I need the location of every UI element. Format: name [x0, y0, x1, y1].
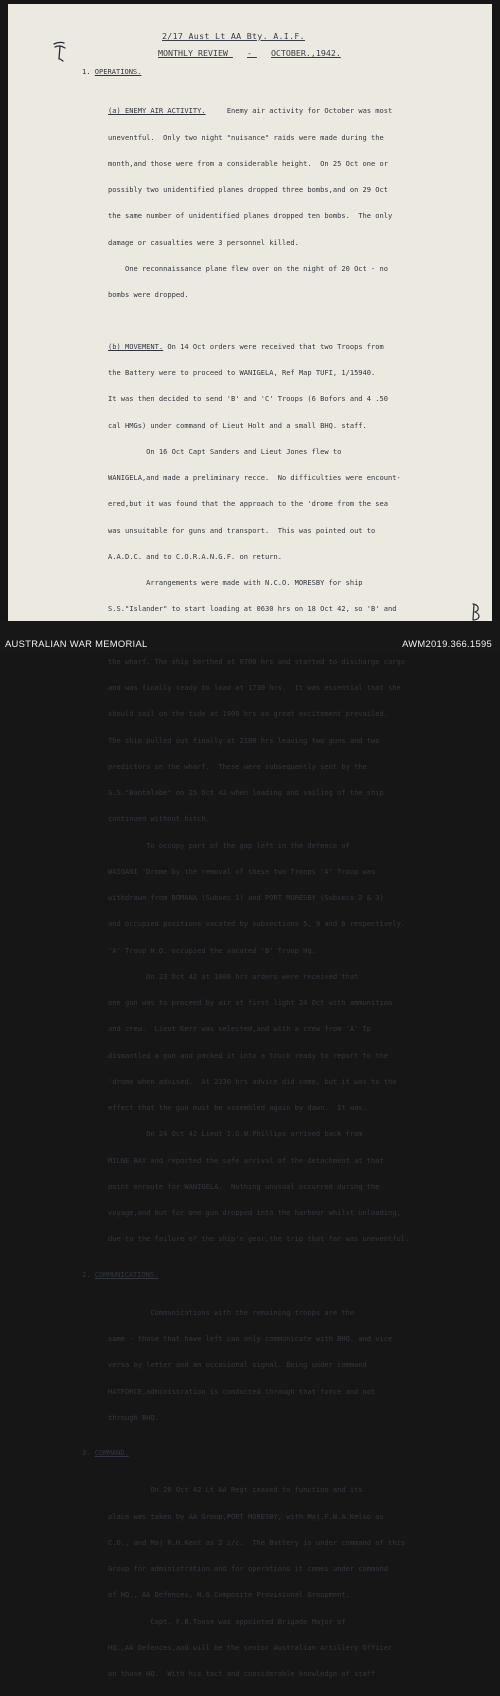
subsection-label: (b) MOVEMENT.	[108, 341, 164, 351]
paragraph-line: The ship pulled out finally at 2100 hrs leaving two guns and two	[108, 735, 380, 745]
paragraph-line: One reconnaissance plane flew over on the night of 20 Oct - no	[108, 263, 389, 273]
paragraph-line: and occupied positions vacated by subsections 5, 9 and 6 respectively.	[108, 919, 405, 929]
paragraph-line: was unsuitable for guns and transport. This was pointed out to	[108, 525, 376, 535]
archive-name: AUSTRALIAN WAR MEMORIAL	[5, 638, 148, 649]
paragraph-line	[108, 107, 480, 116]
paragraph-line: Communications with the remaining troops are the	[108, 1307, 355, 1317]
paragraph-line: one gun was to proceed by air at first light 24 Oct with ammunition	[108, 998, 393, 1007]
paragraph-line: WAIGANI 'Drome by the removal of these two Troops 'A' Troop was	[108, 866, 376, 876]
section-heading-command	[82, 1449, 480, 1458]
section-number: 2.	[82, 1269, 91, 1279]
paragraph-line	[108, 343, 480, 352]
paragraph-line: possibly two unidentified planes dropped three bombs,and on 29 Oct	[108, 185, 389, 194]
paragraph-line: On 20 Oct 42 Lt AA Regt ceased to function and its	[108, 1485, 363, 1495]
review-heading-line	[158, 47, 341, 59]
paragraph-line: uneventful. Only two night "nuisance" raids were made during the	[108, 132, 384, 142]
document-body	[70, 68, 480, 1696]
paragraph-line: place was taken by AA Group,PORT MORESBY, with Maj.F.W.A.Kelso as	[108, 1511, 384, 1521]
paragraph-line: On 23 Oct 42 at 1000 hrs orders were received that	[108, 971, 359, 981]
paragraph-line: and was finally ready to load at 1730 hrs. It was essential that she	[108, 683, 401, 692]
paragraph-line: To occupy part of the gap left in the defence of	[108, 840, 350, 850]
review-separator: -	[246, 48, 252, 58]
paragraph-line: damage or casualties were 3 personnel killed.	[108, 237, 299, 247]
section-heading-communications	[82, 1271, 480, 1280]
paragraph-line: On 16 Oct Capt Sanders and Lieut Jones flew to	[108, 446, 342, 456]
paragraph-line: S.S."Islander" to start loading at 0630 hrs on 18 Oct 42, so 'B' and	[108, 604, 397, 614]
paragraph-line: the same number of unidentified planes dropped ten bombs. The only	[108, 211, 393, 221]
paragraph-line: bombs were dropped.	[108, 290, 189, 299]
archive-reference-number: AWM2019.366.1595	[402, 638, 492, 649]
section-title: COMMUNICATIONS.	[94, 1269, 159, 1279]
paragraph-line: It was then decided to send 'B' and 'C' Troops (6 Bofors and 4 .50	[108, 394, 389, 404]
review-title: MONTHLY REVIEW	[158, 48, 228, 58]
paragraph-line: ered,but it was found that the approach to the 'drome from the sea	[108, 499, 389, 509]
paragraph-communications	[70, 1291, 480, 1440]
paragraph-line: withdrawn from BOMANA (Subsec 1) and PORT MORESBY (Subsecs 2 & 3)	[108, 893, 384, 902]
paragraph-line: versa by letter and an occasional signal. Being under command	[108, 1360, 367, 1370]
section-heading-operations	[82, 68, 480, 77]
paragraph-line: and crew. Lieut Kerr was selected,and with a crew from 'A' Tp	[108, 1024, 372, 1034]
paragraph-line: voyage,and but for one gun dropped into the harbour whilst unloading,	[108, 1208, 401, 1217]
paragraph-movement	[70, 325, 480, 1261]
paragraph-line: point enroute for WANIGELA. Nothing unusual occurred during the	[108, 1181, 380, 1191]
paragraph-line: C.O., and Maj R.H.Kent as 2 i/c. The Battery is under command of this	[108, 1537, 405, 1547]
line-text: Enemy air activity for October was most	[226, 106, 393, 116]
section-title: COMMAND.	[94, 1448, 129, 1457]
section-title: OPERATIONS.	[94, 67, 142, 76]
paragraph-line: of HQ., AA Defences, N.G.Composite Provisional Groupment.	[108, 1590, 350, 1600]
paragraph-line: WANIGELA,and made a preliminary recce. No difficulties were encount-	[108, 473, 401, 482]
paragraph-line: through BHQ.	[108, 1412, 159, 1422]
subsection-label: (a) ENEMY AIR ACTIVITY.	[108, 106, 206, 116]
unit-title: 2/17 Aust Lt AA Bty. A.I.F.	[162, 31, 305, 41]
paragraph-line: the wharf. The ship berthed at 0700 hrs and started to discharge cargo	[108, 656, 405, 666]
paragraph-line: on those HQ. With his tact and considerable knowledge of staff	[108, 1669, 376, 1678]
paragraph-line: cal HMGs) under command of Lieut Holt and a small BHQ. staff.	[108, 420, 367, 430]
paragraph-line: Arrangements were made with N.C.O. MORESBY for ship	[108, 578, 363, 587]
line-text: On 14 Oct orders were received that two Troops from	[167, 341, 384, 351]
paragraph-line: On 24 Oct 42 Lieut I.G.W.Phillips arrived back from	[108, 1129, 363, 1139]
paragraph-line: due to the failure of the ship's gear,the trip that far was uneventful.	[108, 1234, 410, 1244]
review-month: OCTOBER.,1942.	[270, 48, 341, 58]
section-number: 1.	[82, 67, 91, 76]
paragraph-line: same - those that have left can only communicate with BHQ. and vice	[108, 1334, 393, 1343]
paragraph-line: 'A' Troop H.Q. occupied the vacated 'B' Troop Hq.	[108, 945, 316, 955]
paragraph-command	[70, 1469, 480, 1696]
paragraph-line: should sail on the tide at 1900 hrs so great excitement prevailed.	[108, 709, 389, 719]
paragraph-line: MILNE BAY and reported the safe arrival of the detachment at that	[108, 1155, 384, 1165]
paragraph-line: HQ.,AA Defences,and will be the senior Australian Artillery Officer	[108, 1642, 393, 1652]
paragraph-line: HATFORCE,administration is conducted through that force and not	[108, 1386, 376, 1396]
paragraph-line: predictors on the wharf. These were subsequently sent by the	[108, 761, 367, 771]
section-number: 3.	[82, 1448, 91, 1457]
paragraph-line: S.S."Bantalabe" on 25 Oct 42 when loading and sailing of the ship	[108, 788, 384, 797]
paragraph-line: 'drome when advised. At 2330 hrs advice did come, but it was to the	[108, 1076, 397, 1086]
handwritten-mark	[52, 40, 68, 62]
paragraph-line: A.A.D.C. and to C.O.R.A.N.G.F. on return.	[108, 551, 282, 561]
archive-footer	[0, 621, 500, 653]
paragraph-line: continued without hitch.	[108, 814, 210, 824]
paragraph-line: the Battery were to proceed to WANIGELA, Ref Map TUFI, 1/15940.	[108, 368, 376, 377]
paragraph-line: month,and those were from a considerable height. On 25 Oct one or	[108, 158, 389, 168]
paragraph-line: Group for administration and for operations it comes under command	[108, 1564, 389, 1573]
paragraph-enemy-air-activity	[70, 90, 480, 318]
paragraph-line: effect that the gun must be assembled again by dawn. It was.	[108, 1103, 367, 1112]
paragraph-line: dismantled a gun and packed it into a truck ready to report to the	[108, 1050, 389, 1060]
paragraph-line: Capt. F.B.Toose was appointed Brigade Major of	[108, 1616, 346, 1626]
